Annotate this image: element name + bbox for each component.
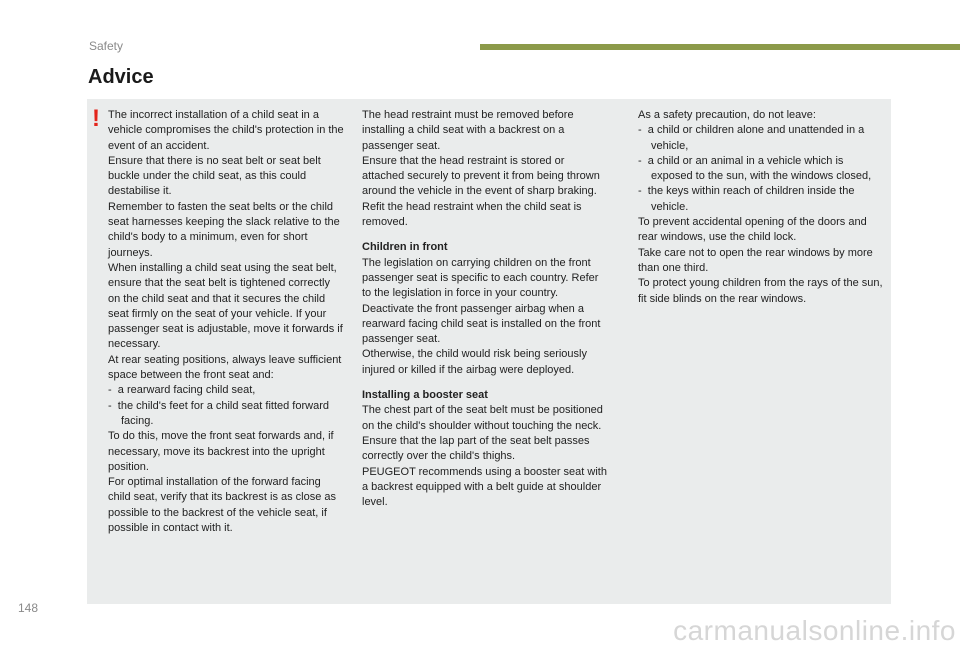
paragraph: To protect young children from the rays of the sun, fit side blinds on the rear windows. [638,277,883,305]
advice-column-3 [638,108,884,307]
list-item: - the keys within reach of children inside the vehicle. [638,185,855,213]
paragraph: The head restraint must be removed before installing a child seat with a backrest on a passenger seat. [362,109,574,152]
paragraph: Ensure that there is no seat belt or seat belt buckle under the child seat, as this could destabilise it. [108,154,321,198]
watermark: carmanualsonline.info [673,615,956,646]
paragraph: Take care not to open the rear windows by more than one third. [638,246,873,274]
paragraph: The legislation on carrying children on the front passenger seat is specific to each country. Refer to the legislation in force in your country. [362,256,599,300]
paragraph: Deactivate the front passenger airbag when a rearward facing child seat is installed on the front passenger seat. [362,302,601,346]
paragraph: Otherwise, the child would risk being seriously injured or killed if the airbag were deployed. [362,348,587,376]
paragraph: At rear seating positions, always leave sufficient space between the front seat and: [108,353,342,382]
list-item: - a child or an animal in a vehicle which is exposed to the sun, with the windows closed, [638,154,872,183]
paragraph: For optimal installation of the forward facing child seat, verify that its backrest is as close as possible to the backrest of the vehicle seat, if possible in contact with it. [108,476,337,535]
paragraph: As a safety precaution, do not leave: [638,109,816,121]
paragraph: The chest part of the seat belt must be positioned on the child's shoulder without touching the neck. [362,404,603,432]
paragraph: To prevent accidental opening of the doors and rear windows, use the child lock. [638,216,867,244]
list-item: - a rearward facing child seat, [108,384,256,397]
advice-column-1 [108,108,344,536]
list-item: - the child's feet for a child seat fitted forward facing. [108,399,329,427]
paragraph: Remember to fasten the seat belts or the child seat harnesses keeping the slack relative to the child's body to a minimum, even for short journeys. [108,200,340,259]
section-accent-bar [480,44,960,50]
paragraph: When installing a child seat using the seat belt, ensure that the seat belt is tightened correctly on the child seat and that it secures the child seat firmly on the seat of your vehicle. If your passenger seat is adjustable, move it forwards if necessary. [108,261,343,351]
heading-children-in-front: Children in front [362,241,448,254]
paragraph: To do this, move the front seat forwards and, if necessary, move its backrest into the upright position. [108,430,334,473]
advice-column-2 [362,108,608,510]
exclamation-warning-icon: ! [92,105,100,132]
paragraph: PEUGEOT recommends using a booster seat with a backrest equipped with a belt guide at shoulder level. [362,465,607,509]
paragraph: Ensure that the lap part of the seat belt passes correctly over the child's thighs. [362,434,590,463]
paragraph: The incorrect installation of a child seat in a vehicle compromises the child's protection in the event of an accident. [108,109,344,152]
page-number: 148 [18,601,39,615]
paragraph: Ensure that the head restraint is stored or attached securely to prevent it from being thrown around the vehicle in the event of sharp braking. Refit the head restraint when the child seat is removed. [362,154,600,229]
list-item: - a child or children alone and unattended in a vehicle, [638,124,865,152]
section-label: Safety [89,39,124,53]
heading-booster-seat: Installing a booster seat [362,389,488,402]
page-title: Advice [88,66,154,88]
